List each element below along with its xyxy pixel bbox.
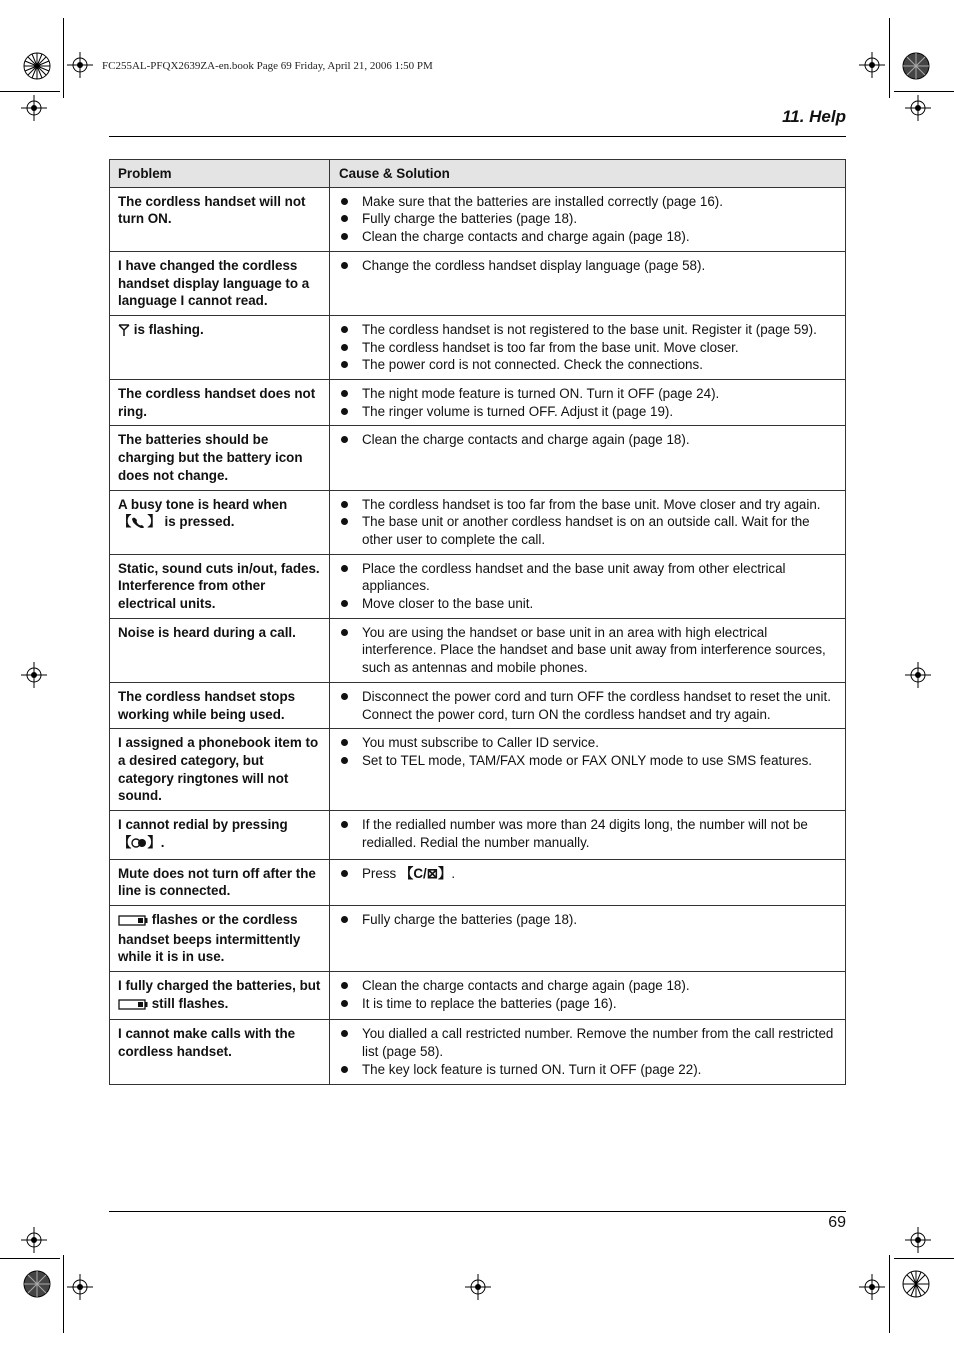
problem-cell xyxy=(110,905,330,971)
footer-rule xyxy=(109,1211,846,1212)
cause-cell xyxy=(330,618,846,682)
problem-cell: I cannot make calls with the cordless handset. xyxy=(110,1020,330,1084)
table-row xyxy=(110,380,846,426)
cause-list xyxy=(339,321,837,374)
cause-item xyxy=(339,865,837,883)
registration-mark-bottom-left xyxy=(23,1270,51,1298)
cause-item: You dialled a call restricted number. Remove the number from the call restricted list (page 58). xyxy=(339,1025,837,1060)
problem-text: still flashes. xyxy=(151,995,229,1011)
cause-item: The key lock feature is turned ON. Turn it OFF (page 22). xyxy=(339,1061,837,1079)
cause-list xyxy=(339,977,837,1012)
problem-text: is pressed. xyxy=(164,514,235,530)
cause-item: You must subscribe to Caller ID service. xyxy=(339,734,837,752)
header-rule xyxy=(109,136,846,137)
problem-cell xyxy=(110,811,330,859)
problem-cell: The batteries should be charging but the battery icon does not change. xyxy=(110,426,330,490)
table-row xyxy=(110,905,846,971)
problem-cell: Noise is heard during a call. xyxy=(110,618,330,682)
table-row xyxy=(110,729,846,811)
troubleshooting-table xyxy=(109,159,846,1085)
crosshair-mark-bottom-left xyxy=(67,1274,93,1300)
crosshair-mark-top-left xyxy=(67,52,93,78)
trim-line xyxy=(894,91,954,92)
cause-text: . xyxy=(451,865,456,881)
table-row xyxy=(110,490,846,554)
cause-cell xyxy=(330,972,846,1020)
problem-cell: I assigned a phonebook item to a desired category, but category ringtones will not sound. xyxy=(110,729,330,811)
key-bracket: 】 xyxy=(147,514,161,530)
cause-list xyxy=(339,688,837,723)
cause-text: Press xyxy=(362,865,400,881)
problem-text: I cannot redial by pressing xyxy=(118,817,288,833)
cause-cell xyxy=(330,905,846,971)
battery-empty-icon xyxy=(118,913,148,931)
cause-cell xyxy=(330,380,846,426)
cause-item: The cordless handset is too far from the base unit. Move closer and try again. xyxy=(339,496,837,514)
table-row xyxy=(110,251,846,315)
table-row xyxy=(110,972,846,1020)
cause-item: The night mode feature is turned ON. Turn it OFF (page 24). xyxy=(339,385,837,403)
problem-text: A busy tone is heard when xyxy=(118,496,288,512)
problem-cell xyxy=(110,972,330,1020)
cause-list xyxy=(339,385,837,420)
cause-item: Move closer to the base unit. xyxy=(339,595,837,613)
problem-cell: The cordless handset will not turn ON. xyxy=(110,187,330,251)
cause-item: Clean the charge contacts and charge again (page 18). xyxy=(339,431,837,449)
problem-cell: I have changed the cordless handset display language to a language I cannot read. xyxy=(110,251,330,315)
print-header: FC255AL-PFQX2639ZA-en.book Page 69 Friday, April 21, 2006 1:50 PM xyxy=(102,60,433,72)
trim-line xyxy=(0,1258,60,1259)
crosshair-mark-right-bottom xyxy=(905,1227,931,1253)
cause-item: Clean the charge contacts and charge again (page 18). xyxy=(339,228,837,246)
crosshair-mark-left-top xyxy=(21,95,47,121)
cause-cell xyxy=(330,729,846,811)
table-row xyxy=(110,618,846,682)
table-row xyxy=(110,554,846,618)
trim-line xyxy=(889,18,890,98)
cause-item: Set to TEL mode, TAM/FAX mode or FAX ONLY mode to use SMS features. xyxy=(339,752,837,770)
cause-item: The base unit or another cordless handset is on an outside call. Wait for the other user to complete the call. xyxy=(339,513,837,548)
cause-item: Disconnect the power cord and turn OFF the cordless handset to reset the unit. Connect the power cord, turn ON the cordless handset and try again. xyxy=(339,688,837,723)
key-bracket: 】. xyxy=(147,834,165,850)
table-row xyxy=(110,187,846,251)
cause-item: Fully charge the batteries (page 18). xyxy=(339,911,837,929)
cause-list xyxy=(339,624,837,677)
cause-item: Change the cordless handset display language (page 58). xyxy=(339,257,837,275)
trim-line xyxy=(63,1255,64,1333)
crosshair-mark-bottom-center xyxy=(465,1274,491,1300)
table-row xyxy=(110,315,846,379)
cause-item: The power cord is not connected. Check the connections. xyxy=(339,356,837,374)
crosshair-mark-left-bottom xyxy=(21,1227,47,1253)
section-title: 11. Help xyxy=(782,107,846,126)
cause-cell xyxy=(330,426,846,490)
cause-cell xyxy=(330,1020,846,1084)
cause-list xyxy=(339,865,837,883)
problem-text: flashes or the cordless handset beeps intermittently while it is in use. xyxy=(118,911,301,965)
key-bracket: 【 xyxy=(118,834,132,850)
trim-line xyxy=(889,1255,890,1333)
cause-item: Make sure that the batteries are installed correctly (page 16). xyxy=(339,193,837,211)
mute-key-label: 【C/⊠】 xyxy=(399,865,452,881)
problem-text: is flashing. xyxy=(133,321,204,337)
problem-cell: Static, sound cuts in/out, fades. Interference from other electrical units. xyxy=(110,554,330,618)
trim-line xyxy=(0,91,60,92)
trim-line xyxy=(894,1258,954,1259)
crosshair-mark-right-top xyxy=(905,95,931,121)
problem-text: I fully charged the batteries, but xyxy=(118,978,321,994)
column-header-cause-solution: Cause & Solution xyxy=(330,160,846,188)
cause-item: You are using the handset or base unit in an area with high electrical interference. Place the handset and base unit away from interference sources, such as antennas and mobile phones. xyxy=(339,624,837,677)
problem-cell xyxy=(110,315,330,379)
cause-list xyxy=(339,193,837,246)
cause-cell xyxy=(330,187,846,251)
cause-item: The cordless handset is too far from the base unit. Move closer. xyxy=(339,339,837,357)
cause-list xyxy=(339,431,837,449)
crosshair-mark-left-middle xyxy=(21,662,47,688)
cause-list xyxy=(339,734,837,769)
table-row xyxy=(110,811,846,859)
cause-cell xyxy=(330,811,846,859)
cause-item: If the redialled number was more than 24 digits long, the number will not be redialled. Redial the number manually. xyxy=(339,816,837,851)
cause-item: It is time to replace the batteries (page 16). xyxy=(339,995,837,1013)
antenna-icon xyxy=(118,323,130,341)
cause-list xyxy=(339,1025,837,1078)
problem-cell: The cordless handset stops working while being used. xyxy=(110,682,330,728)
registration-mark-bottom-right xyxy=(902,1270,930,1298)
cause-list xyxy=(339,911,837,929)
trim-line xyxy=(63,18,64,98)
battery-empty-icon xyxy=(118,997,148,1015)
cause-cell xyxy=(330,490,846,554)
key-bracket: 【 xyxy=(118,514,132,530)
registration-mark-top-left xyxy=(23,52,51,80)
table-row xyxy=(110,859,846,905)
cause-list xyxy=(339,560,837,613)
table-row xyxy=(110,682,846,728)
table-row xyxy=(110,1020,846,1084)
cause-cell xyxy=(330,315,846,379)
cause-cell xyxy=(330,554,846,618)
crosshair-mark-bottom-right xyxy=(859,1274,885,1300)
crosshair-mark-top-right xyxy=(859,52,885,78)
cause-item: The ringer volume is turned OFF. Adjust it (page 19). xyxy=(339,403,837,421)
table-header-row xyxy=(110,160,846,188)
cause-cell xyxy=(330,682,846,728)
cause-list xyxy=(339,496,837,549)
redial-key-icon xyxy=(131,836,147,854)
cause-list xyxy=(339,257,837,275)
column-header-problem: Problem xyxy=(110,160,330,188)
cause-list xyxy=(339,816,837,851)
page-number: 69 xyxy=(828,1214,846,1231)
cause-item: Fully charge the batteries (page 18). xyxy=(339,210,837,228)
cause-item: The cordless handset is not registered to the base unit. Register it (page 59). xyxy=(339,321,837,339)
problem-cell xyxy=(110,490,330,554)
cause-item: Place the cordless handset and the base unit away from other electrical appliances. xyxy=(339,560,837,595)
crosshair-mark-right-middle xyxy=(905,662,931,688)
problem-cell: The cordless handset does not ring. xyxy=(110,380,330,426)
table-row xyxy=(110,426,846,490)
talk-key-icon xyxy=(131,515,147,533)
registration-mark-top-right xyxy=(902,52,930,80)
cause-cell xyxy=(330,859,846,905)
cause-cell xyxy=(330,251,846,315)
problem-cell: Mute does not turn off after the line is connected. xyxy=(110,859,330,905)
cause-item: Clean the charge contacts and charge again (page 18). xyxy=(339,977,837,995)
